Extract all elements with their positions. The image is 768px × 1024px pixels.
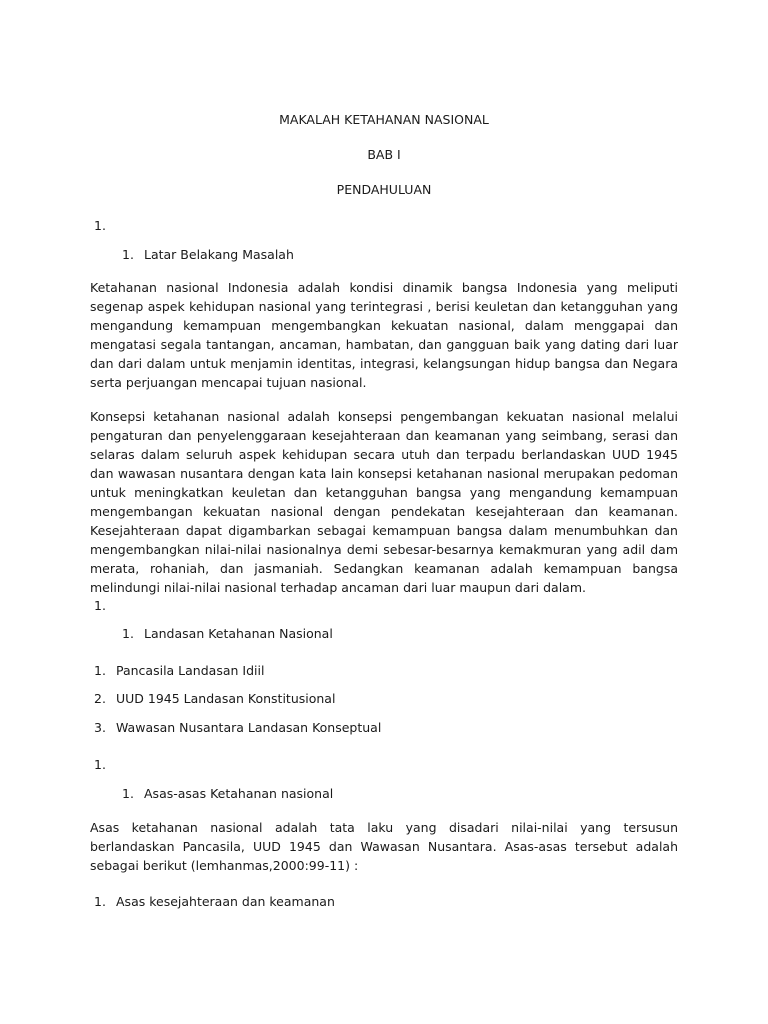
section3-outer-number: 1. [94,757,106,772]
list-item: UUD 1945 Landasan Konstitusional [116,691,336,706]
list-item: Pancasila Landasan Idiil [116,663,265,678]
section2-heading: Landasan Ketahanan Nasional [144,626,333,641]
list-item: 1. [94,663,106,678]
section1-paragraph-1: Ketahanan nasional Indonesia adalah kondisi dinamik bangsa Indonesia yang meliputi segenap aspek kehidupan nasional yang terintegrasi , berisi keuletan dan ketangguhan yang mengandung kemampuan mengembangkan kekuatan nasional, dalam menggapai dan mengatasi segala tantangan, ancaman, hambatan, dan gangguan baik yang dating dari luar dan dari dalam untuk menjamin identitas, integrasi, kelangsungan hidup bangsa dan Negara serta perjuangan mencapai tujuan nasional. [90,280,678,390]
list-item: 1. [94,894,106,909]
chapter-title: PENDAHULUAN [336,182,432,197]
list-item: Wawasan Nusantara Landasan Konseptual [116,720,382,735]
page-title: MAKALAH KETAHANAN NASIONAL [279,112,489,127]
section3-paragraph: Asas ketahanan nasional adalah tata laku yang disadari nilai-nilai yang tersusun berlandaskan Pancasila, UUD 1945 dan Wawasan Nusantara. Asas-asas tersebut adalah sebagai berikut (lemhanmas,2000:99-11) : [90,820,678,873]
section1-heading: Latar Belakang Masalah [144,247,294,262]
section3-inner-number: 1. [122,786,134,801]
section1-outer-number: 1. [94,218,106,233]
section2-outer-number: 1. [94,598,106,613]
section1-inner-number: 1. [122,247,134,262]
section1-paragraph-2: Konsepsi ketahanan nasional adalah konsepsi pengembangan kekuatan nasional melalui pengaturan dan penyelenggaraan kesejahteraan dan keamanan yang seimbang, serasi dan selaras dalam seluruh aspek kehidupan secara utuh dan terpadu berlandaskan UUD 1945 dan wawasan nusantara dengan kata lain konsepsi ketahanan nasional merupakan pedoman untuk meningkatkan keuletan dan ketangguhan bangsa yang mengandung kemampuan mengembangan kekuatan nasional dengan pendekatan kesejahteraan dan keamanan. Kesejahteraan dapat digambarkan sebagai kemampuan bangsa dalam menumbuhkan dan mengembangkan nilai-nilai nasionalnya demi sebesar-besarnya kemakmuran yang adil dam merata, rohaniah, dan jasmaniah. Sedangkan keamanan adalah kemampuan bangsa melindungi nilai-nilai nasional terhadap ancaman dari luar maupun dari dalam. [90,409,678,595]
list-item: Asas kesejahteraan dan keamanan [116,894,335,909]
section3-heading: Asas-asas Ketahanan nasional [144,786,334,801]
list-item: 3. [94,720,106,735]
list-item: 2. [94,691,106,706]
section2-inner-number: 1. [122,626,134,641]
chapter-number: BAB I [367,147,401,162]
